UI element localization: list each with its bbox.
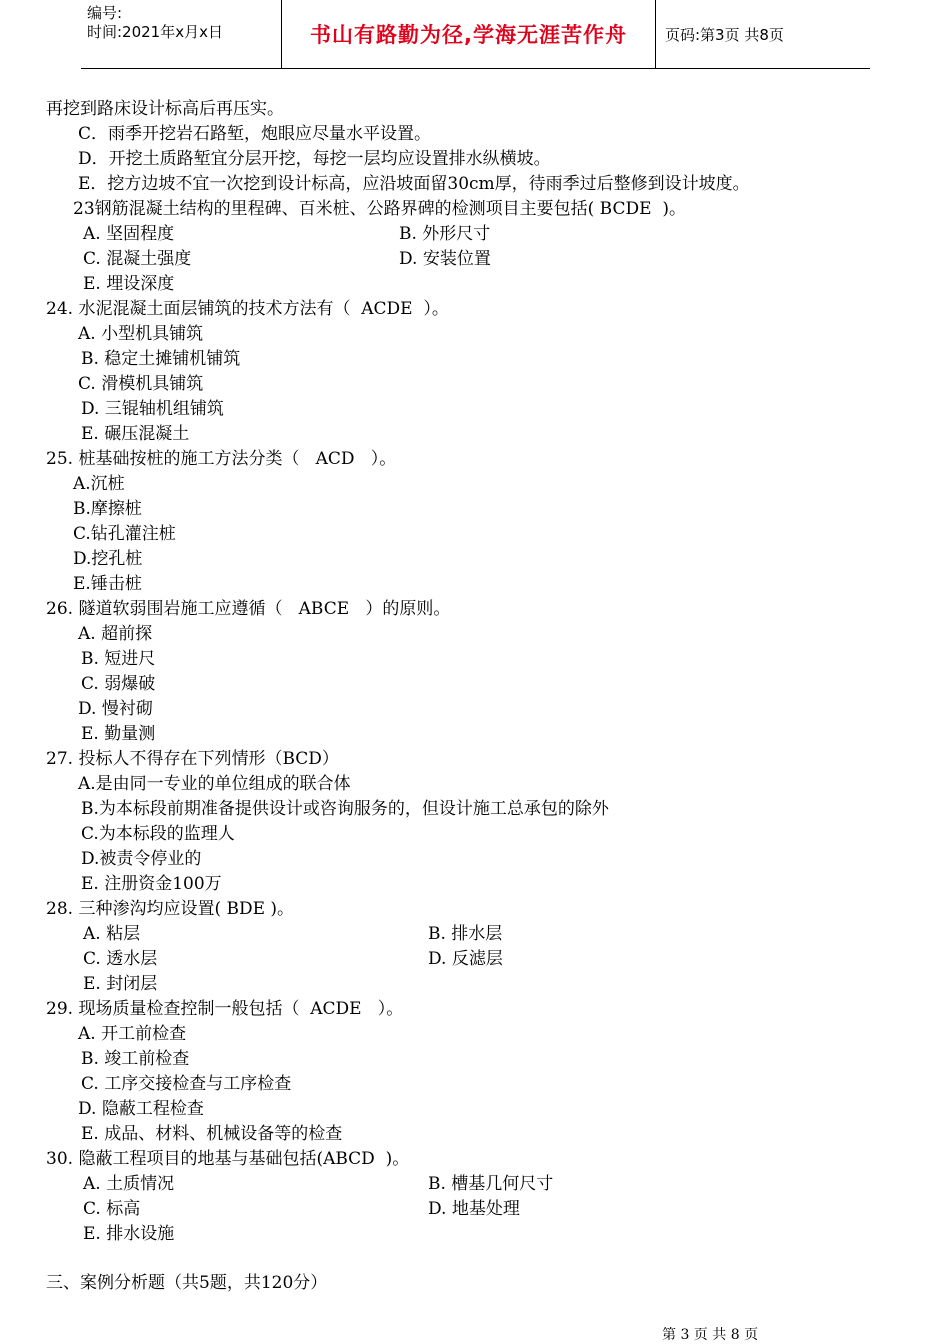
text-line: C. 混凝土强度 bbox=[83, 249, 192, 269]
text-line: D. 安装位置 bbox=[399, 249, 491, 269]
text-line: E. 碾压混凝土 bbox=[81, 424, 190, 444]
text-line: D.被责令停业的 bbox=[81, 849, 202, 869]
text-line: E. 排水设施 bbox=[83, 1224, 175, 1244]
text-line: B.摩擦桩 bbox=[73, 499, 142, 519]
text-line: 25. 桩基础按桩的施工方法分类（ ACD ）。 bbox=[46, 449, 397, 469]
text-line: 28. 三种渗沟均应设置( BDE )。 bbox=[46, 899, 295, 919]
text-line: D. 地基处理 bbox=[428, 1199, 520, 1219]
text-line: A.是由同一专业的单位组成的联合体 bbox=[78, 774, 351, 794]
header-page-cell bbox=[656, 0, 870, 68]
text-line: D.挖孔桩 bbox=[73, 549, 143, 569]
text-line: C.钻孔灌注桩 bbox=[73, 524, 176, 544]
text-line: 27. 投标人不得存在下列情形（BCD） bbox=[46, 749, 339, 769]
text-line: A. 小型机具铺筑 bbox=[78, 324, 204, 344]
text-line: E. 成品、材料、机械设备等的检查 bbox=[81, 1124, 343, 1144]
text-line: D．开挖土质路堑宜分层开挖，每挖一层均应设置排水纵横坡。 bbox=[78, 149, 551, 169]
text-line: E．挖方边坡不宜一次挖到设计标高，应沿坡面留30cm厚，待雨季过后整修到设计坡度。 bbox=[78, 174, 750, 194]
text-line: 三、案例分析题（共5题，共120分） bbox=[46, 1273, 328, 1293]
text-line: 26. 隧道软弱围岩施工应遵循（ ABCE ）的原则。 bbox=[46, 599, 451, 619]
text-line: C. 弱爆破 bbox=[81, 674, 156, 694]
text-line: B. 外形尺寸 bbox=[399, 224, 491, 244]
header-page-number: 页码:第3页 共8页 bbox=[665, 25, 784, 44]
text-line: C. 标高 bbox=[83, 1199, 141, 1219]
text-line: 23钢筋混凝土结构的里程碑、百米桩、公路界碑的检测项目主要包括( BCDE )。 bbox=[73, 199, 686, 219]
text-line: A. 开工前检查 bbox=[78, 1024, 187, 1044]
header-meta-cell bbox=[81, 0, 282, 68]
text-line: B.为本标段前期准备提供设计或咨询服务的，但设计施工总承包的除外 bbox=[81, 799, 609, 819]
text-line: 30. 隐蔽工程项目的地基与基础包括(ABCD )。 bbox=[46, 1149, 410, 1169]
text-line: E.锤击桩 bbox=[73, 574, 142, 594]
text-line: C. 透水层 bbox=[83, 949, 158, 969]
page-header bbox=[81, 0, 870, 69]
text-line: E. 封闭层 bbox=[83, 974, 158, 994]
text-line: C. 滑模机具铺筑 bbox=[78, 374, 204, 394]
text-line: B. 槽基几何尺寸 bbox=[428, 1174, 554, 1194]
text-line: C．雨季开挖岩石路堑，炮眼应尽量水平设置。 bbox=[78, 124, 432, 144]
text-line: E. 注册资金100万 bbox=[81, 874, 222, 894]
text-line: B. 竣工前检查 bbox=[81, 1049, 190, 1069]
text-line: D. 反滤层 bbox=[428, 949, 503, 969]
text-line: D. 隐蔽工程检查 bbox=[78, 1099, 204, 1119]
text-line: A. 超前探 bbox=[78, 624, 153, 644]
text-line: B. 短进尺 bbox=[81, 649, 156, 669]
text-line: C.为本标段的监理人 bbox=[81, 824, 235, 844]
page-footer: 第 3 页 共 8 页 bbox=[662, 1327, 759, 1343]
document-number-label: 编号: bbox=[87, 4, 123, 22]
header-motto-cell bbox=[282, 0, 656, 68]
text-line: E. 勤量测 bbox=[81, 724, 156, 744]
text-line: A. 土质情况 bbox=[83, 1174, 175, 1194]
text-line: 29. 现场质量检查控制一般包括（ ACDE ）。 bbox=[46, 999, 404, 1019]
text-line: 24. 水泥混凝土面层铺筑的技术方法有（ ACDE ）。 bbox=[46, 299, 449, 319]
motto-text: 书山有路勤为径,学海无涯苦作舟 bbox=[310, 23, 627, 47]
text-line: B. 排水层 bbox=[428, 924, 503, 944]
text-line: C. 工序交接检查与工序检查 bbox=[81, 1074, 292, 1094]
text-line: A. 坚固程度 bbox=[83, 224, 175, 244]
text-line: A. 粘层 bbox=[83, 924, 141, 944]
text-line: A.沉桩 bbox=[73, 474, 125, 494]
text-line: E. 埋设深度 bbox=[83, 274, 175, 294]
text-line: D. 慢衬砌 bbox=[78, 699, 153, 719]
document-time-label: 时间:2021年x月x日 bbox=[87, 23, 223, 41]
text-line: B. 稳定土摊铺机铺筑 bbox=[81, 349, 241, 369]
text-line: 再挖到路床设计标高后再压实。 bbox=[46, 99, 284, 119]
text-line: D. 三锟轴机组铺筑 bbox=[81, 399, 224, 419]
